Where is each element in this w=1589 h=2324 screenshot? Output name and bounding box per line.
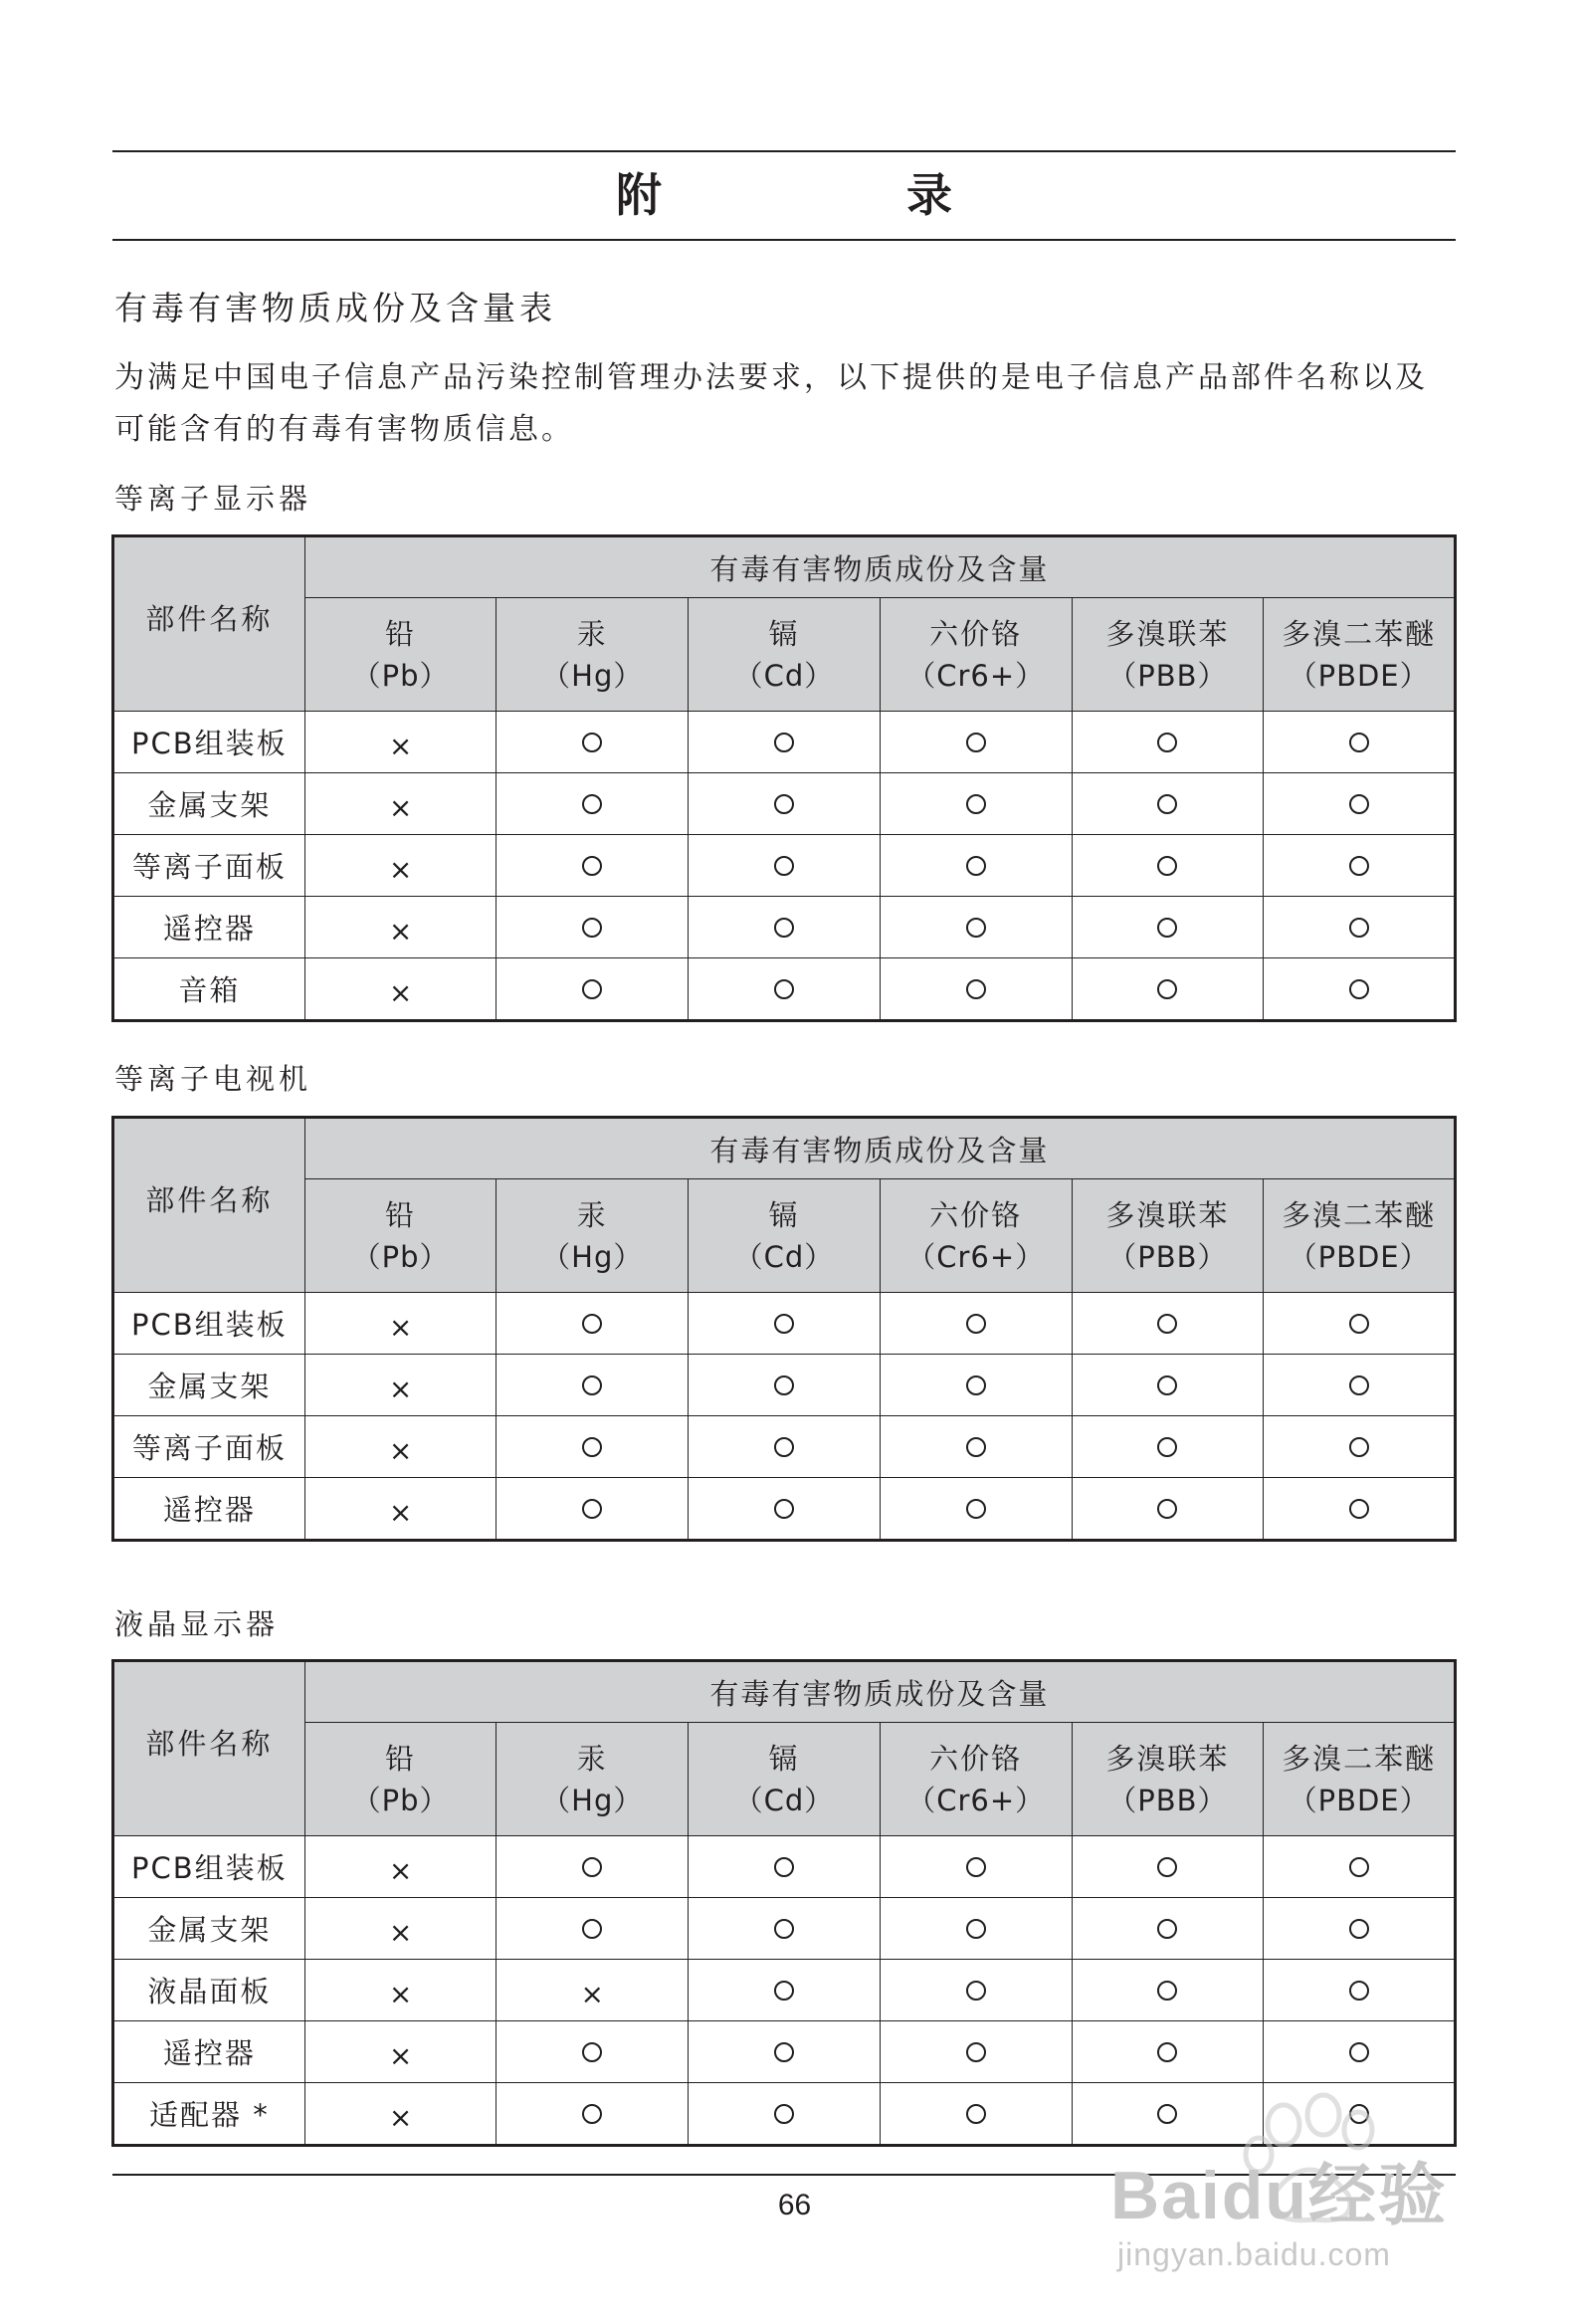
header-substance-group: 有毒有害物质成份及含量: [304, 536, 1455, 598]
circle-mark-icon: [1157, 918, 1177, 938]
below-limit-mark-cell: [1264, 1960, 1456, 2021]
circle-mark-icon: [774, 1981, 794, 2001]
circle-mark-icon: [582, 1375, 602, 1395]
circle-mark-icon: [774, 794, 794, 814]
substance-name: 六价铬: [929, 616, 1023, 651]
circle-mark-icon: [582, 1857, 602, 1877]
circle-mark-icon: [774, 2104, 794, 2124]
part-name-cell: 遥控器: [113, 1478, 305, 1541]
substance-name: 六价铬: [929, 1741, 1023, 1776]
substance-symbol: （PBDE）: [1288, 1783, 1430, 1817]
below-limit-mark-cell: [880, 2021, 1072, 2083]
circle-mark-icon: [966, 1499, 986, 1519]
part-name-cell: 遥控器: [113, 897, 305, 958]
circle-mark-icon: [1349, 1375, 1369, 1395]
hazardous-substance-table: [111, 1116, 1457, 1542]
substance-symbol: （Pb）: [351, 658, 450, 693]
circle-mark-icon: [582, 2042, 602, 2062]
cross-mark-icon: ×: [580, 1977, 604, 2010]
below-limit-mark-cell: [497, 897, 689, 958]
circle-mark-icon: [1349, 856, 1369, 876]
table-row: [113, 2021, 1456, 2083]
header-substance-group: 有毒有害物质成份及含量: [304, 1118, 1455, 1179]
part-name-cell: 音箱: [113, 958, 305, 1021]
header-substance: [880, 1723, 1072, 1836]
below-limit-mark-cell: [1264, 712, 1456, 773]
cross-mark-icon: ×: [388, 1310, 413, 1344]
header-substance: [689, 598, 881, 712]
hazardous-substance-table: [111, 534, 1457, 1022]
substance-symbol: （Cr6+）: [906, 1783, 1046, 1817]
table-row: [113, 1293, 1456, 1355]
below-limit-mark-cell: [1264, 958, 1456, 1021]
below-limit-mark-cell: [880, 835, 1072, 897]
substance-symbol: （Cr6+）: [906, 1239, 1046, 1274]
circle-mark-icon: [966, 1981, 986, 2001]
substance-name: 镉: [768, 616, 800, 651]
circle-mark-icon: [774, 1499, 794, 1519]
below-limit-mark-cell: [689, 1416, 881, 1478]
cross-mark-icon: ×: [388, 1495, 413, 1529]
table-row: [113, 1960, 1456, 2021]
circle-mark-icon: [1157, 1437, 1177, 1457]
circle-mark-icon: [582, 1499, 602, 1519]
part-name-cell: PCB组装板: [113, 712, 305, 773]
header-substance: [1072, 1723, 1264, 1836]
header-substance: [1264, 1723, 1456, 1836]
below-limit-mark-cell: [689, 1478, 881, 1541]
circle-mark-icon: [774, 1437, 794, 1457]
contains-mark-cell: [304, 1478, 497, 1541]
circle-mark-icon: [582, 856, 602, 876]
header-substance: [497, 1723, 689, 1836]
substance-symbol: （Hg）: [541, 1783, 644, 1817]
circle-mark-icon: [1157, 1375, 1177, 1395]
below-limit-mark-cell: [689, 835, 881, 897]
substance-symbol: （Cd）: [733, 1783, 835, 1817]
below-limit-mark-cell: [1264, 835, 1456, 897]
below-limit-mark-cell: [1072, 1293, 1264, 1355]
cross-mark-icon: ×: [388, 2100, 413, 2134]
watermark-url: jingyan.baidu.com: [1117, 2236, 1391, 2272]
cross-mark-icon: ×: [388, 1853, 413, 1887]
below-limit-mark-cell: [1264, 1478, 1456, 1541]
below-limit-mark-cell: [497, 773, 689, 835]
circle-mark-icon: [1157, 1857, 1177, 1877]
below-limit-mark-cell: [880, 1960, 1072, 2021]
circle-mark-icon: [582, 733, 602, 752]
circle-mark-icon: [582, 794, 602, 814]
part-name-cell: 等离子面板: [113, 1416, 305, 1478]
below-limit-mark-cell: [880, 1416, 1072, 1478]
below-limit-mark-cell: [497, 958, 689, 1021]
part-name-cell: 等离子面板: [113, 835, 305, 897]
substance-symbol: （Pb）: [351, 1239, 450, 1274]
header-substance: [1264, 598, 1456, 712]
circle-mark-icon: [1349, 979, 1369, 999]
circle-mark-icon: [1157, 794, 1177, 814]
cross-mark-icon: ×: [388, 1372, 413, 1405]
intro-paragraph: 为满足中国电子信息产品污染控制管理办法要求，以下提供的是电子信息产品部件名称以及可能含有的有毒有害物质信息。: [114, 360, 1428, 447]
below-limit-mark-cell: [497, 1416, 689, 1478]
watermark-logo: Baidu经验: [1110, 2158, 1448, 2233]
substance-name: 多溴联苯: [1105, 1197, 1230, 1232]
circle-mark-icon: [774, 2042, 794, 2062]
substance-symbol: （PBDE）: [1288, 1239, 1430, 1274]
circle-mark-icon: [1157, 856, 1177, 876]
header-substance: [689, 1179, 881, 1293]
below-limit-mark-cell: [1264, 1355, 1456, 1416]
circle-mark-icon: [582, 1314, 602, 1334]
header-substance: [304, 1723, 497, 1836]
cross-mark-icon: ×: [388, 729, 413, 762]
circle-mark-icon: [966, 979, 986, 999]
substance-name: 多溴二苯醚: [1282, 616, 1437, 651]
circle-mark-icon: [582, 1437, 602, 1457]
header-substance: [689, 1723, 881, 1836]
below-limit-mark-cell: [1072, 835, 1264, 897]
table-row: [113, 773, 1456, 835]
circle-mark-icon: [966, 733, 986, 752]
circle-mark-icon: [1349, 1499, 1369, 1519]
circle-mark-icon: [966, 2104, 986, 2124]
substance-name: 铅: [385, 1741, 417, 1776]
below-limit-mark-cell: [1264, 897, 1456, 958]
below-limit-mark-cell: [1072, 773, 1264, 835]
circle-mark-icon: [1157, 1314, 1177, 1334]
substance-symbol: （Cr6+）: [906, 658, 1046, 693]
substance-name: 汞: [576, 1741, 608, 1776]
circle-mark-icon: [966, 794, 986, 814]
circle-mark-icon: [966, 1314, 986, 1334]
circle-mark-icon: [966, 1919, 986, 1939]
page-title: 附 录: [616, 168, 1052, 222]
contains-mark-cell: [304, 1355, 497, 1416]
below-limit-mark-cell: [880, 1898, 1072, 1960]
contains-mark-cell: [304, 1293, 497, 1355]
contains-mark-cell: [304, 1898, 497, 1960]
contains-mark-cell: [304, 835, 497, 897]
circle-mark-icon: [582, 1919, 602, 1939]
below-limit-mark-cell: [497, 1898, 689, 1960]
circle-mark-icon: [1349, 2042, 1369, 2062]
below-limit-mark-cell: [880, 1293, 1072, 1355]
circle-mark-icon: [966, 1437, 986, 1457]
circle-mark-icon: [966, 918, 986, 938]
contains-mark-cell: [304, 958, 497, 1021]
below-limit-mark-cell: [689, 2083, 881, 2146]
below-limit-mark-cell: [1072, 1898, 1264, 1960]
circle-mark-icon: [582, 918, 602, 938]
substance-symbol: （Hg）: [541, 1239, 644, 1274]
cross-mark-icon: ×: [388, 1433, 413, 1467]
below-limit-mark-cell: [689, 1836, 881, 1898]
substance-name: 镉: [768, 1197, 800, 1232]
circle-mark-icon: [1349, 1857, 1369, 1877]
below-limit-mark-cell: [1072, 1836, 1264, 1898]
circle-mark-icon: [774, 1375, 794, 1395]
below-limit-mark-cell: [497, 835, 689, 897]
circle-mark-icon: [1157, 2042, 1177, 2062]
below-limit-mark-cell: [1072, 897, 1264, 958]
cross-mark-icon: ×: [388, 1915, 413, 1949]
below-limit-mark-cell: [880, 2083, 1072, 2146]
substance-symbol: （Cd）: [733, 1239, 835, 1274]
substance-name: 铅: [385, 616, 417, 651]
below-limit-mark-cell: [497, 1478, 689, 1541]
circle-mark-icon: [1157, 733, 1177, 752]
header-substance: [497, 598, 689, 712]
header-substance: [304, 1179, 497, 1293]
below-limit-mark-cell: [880, 958, 1072, 1021]
circle-mark-icon: [966, 856, 986, 876]
table-label-plasma-display: 等离子显示器: [114, 482, 312, 516]
table-row: [113, 1355, 1456, 1416]
cross-mark-icon: ×: [388, 2038, 413, 2072]
part-name-cell: PCB组装板: [113, 1293, 305, 1355]
circle-mark-icon: [774, 733, 794, 752]
circle-mark-icon: [1349, 733, 1369, 752]
circle-mark-icon: [1349, 1314, 1369, 1334]
header-part-name: 部件名称: [113, 1661, 305, 1836]
substance-name: 多溴二苯醚: [1282, 1197, 1437, 1232]
below-limit-mark-cell: [1072, 958, 1264, 1021]
page-number: 66: [777, 2189, 812, 2221]
below-limit-mark-cell: [689, 2021, 881, 2083]
substance-name: 镉: [768, 1741, 800, 1776]
below-limit-mark-cell: [880, 1836, 1072, 1898]
contains-mark-cell: [304, 897, 497, 958]
contains-mark-cell: [304, 1960, 497, 2021]
substance-symbol: （PBB）: [1107, 1783, 1228, 1817]
header-part-name: 部件名称: [113, 1118, 305, 1293]
table-row: [113, 1898, 1456, 1960]
contains-mark-cell: [304, 1836, 497, 1898]
substance-symbol: （PBB）: [1107, 1239, 1228, 1274]
header-substance: [1264, 1179, 1456, 1293]
part-name-cell: 液晶面板: [113, 1960, 305, 2021]
below-limit-mark-cell: [1264, 773, 1456, 835]
circle-mark-icon: [1157, 979, 1177, 999]
table-row: [113, 1478, 1456, 1541]
below-limit-mark-cell: [689, 712, 881, 773]
substance-name: 六价铬: [929, 1197, 1023, 1232]
header-substance: [1072, 1179, 1264, 1293]
circle-mark-icon: [1157, 1981, 1177, 2001]
below-limit-mark-cell: [1264, 1293, 1456, 1355]
table-row: [113, 1416, 1456, 1478]
below-limit-mark-cell: [689, 958, 881, 1021]
below-limit-mark-cell: [497, 1836, 689, 1898]
circle-mark-icon: [1349, 918, 1369, 938]
substance-name: 铅: [385, 1197, 417, 1232]
cross-mark-icon: ×: [388, 1977, 413, 2010]
header-substance: [880, 1179, 1072, 1293]
substance-name: 多溴联苯: [1105, 1741, 1230, 1776]
below-limit-mark-cell: [689, 1898, 881, 1960]
circle-mark-icon: [1349, 1919, 1369, 1939]
contains-mark-cell: [497, 1960, 689, 2021]
circle-mark-icon: [582, 2104, 602, 2124]
substance-name: 汞: [576, 616, 608, 651]
circle-mark-icon: [1157, 1499, 1177, 1519]
table-row: [113, 835, 1456, 897]
below-limit-mark-cell: [880, 712, 1072, 773]
below-limit-mark-cell: [1072, 1478, 1264, 1541]
below-limit-mark-cell: [689, 1293, 881, 1355]
circle-mark-icon: [582, 979, 602, 999]
below-limit-mark-cell: [689, 1355, 881, 1416]
below-limit-mark-cell: [497, 1293, 689, 1355]
below-limit-mark-cell: [1264, 1836, 1456, 1898]
circle-mark-icon: [966, 2042, 986, 2062]
below-limit-mark-cell: [1072, 1355, 1264, 1416]
substance-symbol: （PBDE）: [1288, 658, 1430, 693]
below-limit-mark-cell: [689, 897, 881, 958]
part-name-cell: 遥控器: [113, 2021, 305, 2083]
below-limit-mark-cell: [689, 773, 881, 835]
cross-mark-icon: ×: [388, 914, 413, 948]
below-limit-mark-cell: [497, 1355, 689, 1416]
part-name-cell: 金属支架: [113, 1898, 305, 1960]
circle-mark-icon: [1157, 1919, 1177, 1939]
table-row: [113, 712, 1456, 773]
below-limit-mark-cell: [880, 773, 1072, 835]
circle-mark-icon: [774, 856, 794, 876]
substance-name: 多溴二苯醚: [1282, 1741, 1437, 1776]
part-name-cell: 适配器 *: [113, 2083, 305, 2146]
table-row: [113, 1836, 1456, 1898]
title-top-rule: [112, 150, 1456, 152]
below-limit-mark-cell: [1072, 1416, 1264, 1478]
header-substance: [880, 598, 1072, 712]
table-label-plasma-tv: 等离子电视机: [114, 1062, 312, 1096]
title-bottom-rule: [112, 239, 1456, 241]
below-limit-mark-cell: [880, 1478, 1072, 1541]
table-row: [113, 958, 1456, 1021]
cross-mark-icon: ×: [388, 852, 413, 886]
below-limit-mark-cell: [880, 897, 1072, 958]
circle-mark-icon: [966, 1375, 986, 1395]
substance-name: 多溴联苯: [1105, 616, 1230, 651]
part-name-cell: 金属支架: [113, 1355, 305, 1416]
circle-mark-icon: [774, 979, 794, 999]
substance-name: 汞: [576, 1197, 608, 1232]
cross-mark-icon: ×: [388, 975, 413, 1009]
below-limit-mark-cell: [1072, 2021, 1264, 2083]
contains-mark-cell: [304, 2083, 497, 2146]
circle-mark-icon: [1349, 794, 1369, 814]
substance-symbol: （Pb）: [351, 1783, 450, 1817]
contains-mark-cell: [304, 712, 497, 773]
header-substance: [304, 598, 497, 712]
contains-mark-cell: [304, 2021, 497, 2083]
header-substance: [497, 1179, 689, 1293]
circle-mark-icon: [966, 1857, 986, 1877]
circle-mark-icon: [774, 1314, 794, 1334]
circle-mark-icon: [774, 1857, 794, 1877]
below-limit-mark-cell: [497, 712, 689, 773]
below-limit-mark-cell: [880, 1355, 1072, 1416]
below-limit-mark-cell: [1264, 2021, 1456, 2083]
below-limit-mark-cell: [1072, 1960, 1264, 2021]
below-limit-mark-cell: [1072, 712, 1264, 773]
cross-mark-icon: ×: [388, 790, 413, 824]
header-substance-group: 有毒有害物质成份及含量: [304, 1661, 1455, 1723]
circle-mark-icon: [1349, 1437, 1369, 1457]
part-name-cell: PCB组装板: [113, 1836, 305, 1898]
table-label-lcd-display: 液晶显示器: [114, 1607, 280, 1641]
hazardous-substance-table: [111, 1659, 1457, 2147]
part-name-cell: 金属支架: [113, 773, 305, 835]
section-heading: 有毒有害物质成份及含量表: [114, 289, 556, 327]
below-limit-mark-cell: [689, 1960, 881, 2021]
contains-mark-cell: [304, 773, 497, 835]
below-limit-mark-cell: [1264, 1898, 1456, 1960]
table-row: [113, 897, 1456, 958]
substance-symbol: （PBB）: [1107, 658, 1228, 693]
circle-mark-icon: [774, 918, 794, 938]
contains-mark-cell: [304, 1416, 497, 1478]
circle-mark-icon: [1349, 1981, 1369, 2001]
below-limit-mark-cell: [1264, 1416, 1456, 1478]
below-limit-mark-cell: [497, 2021, 689, 2083]
header-substance: [1072, 598, 1264, 712]
substance-symbol: （Cd）: [733, 658, 835, 693]
below-limit-mark-cell: [497, 2083, 689, 2146]
circle-mark-icon: [774, 1919, 794, 1939]
substance-symbol: （Hg）: [541, 658, 644, 693]
header-part-name: 部件名称: [113, 536, 305, 712]
